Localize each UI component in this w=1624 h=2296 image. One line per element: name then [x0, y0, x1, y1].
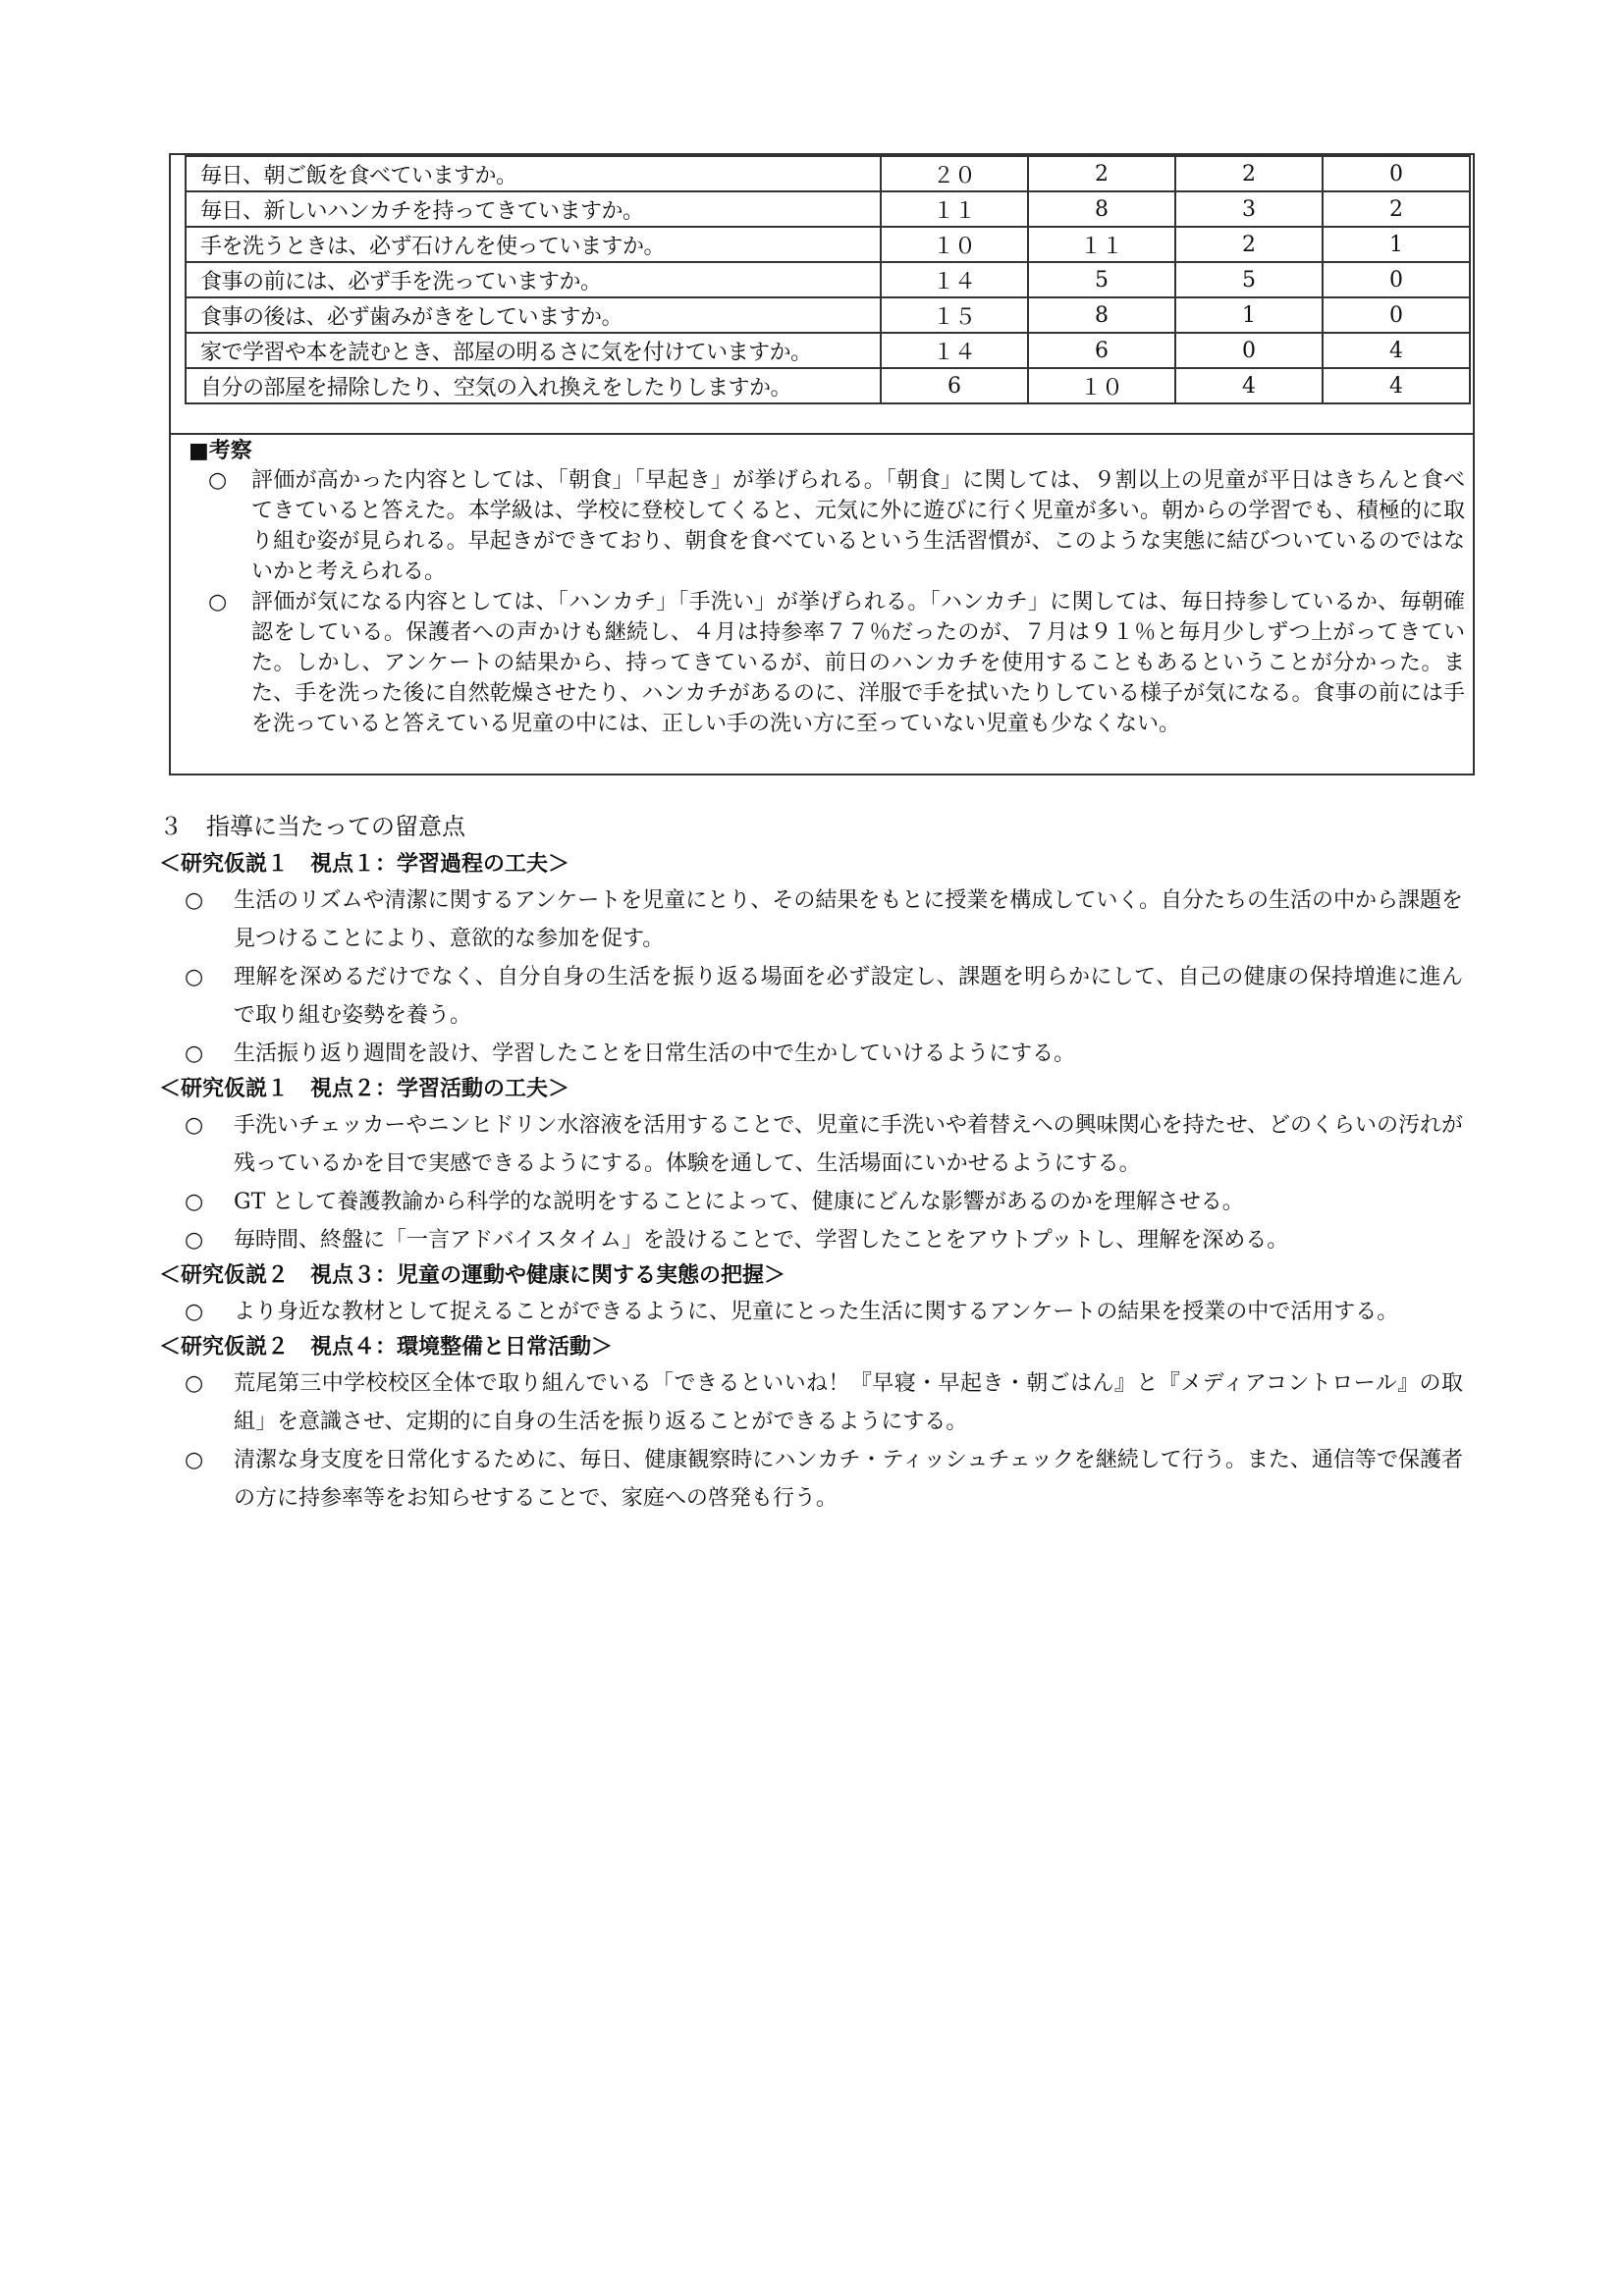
item-text: 毎時間、終盤に「一言アドバイスタイム」を設けることで、学習したことをアウトプットし、理解を深める。	[234, 1228, 1289, 1253]
item-text: 生活のリズムや清潔に関するアンケートを児童にとり、その結果をもとに授業を構成していく。自分たちの生活の中から課題を見つけることにより、意欲的な参加を促す。	[234, 888, 1463, 951]
table-row	[186, 262, 1470, 297]
value-cell: 2	[1323, 191, 1470, 227]
circle-bullet-icon: ○	[185, 1371, 204, 1396]
circle-bullet-icon: ○	[185, 1041, 204, 1066]
value-cell: 6	[1028, 333, 1175, 368]
table-row	[186, 227, 1470, 262]
value-cell: 8	[1028, 297, 1175, 333]
value-cell: 0	[1323, 297, 1470, 333]
value-cell: 2	[1175, 227, 1323, 262]
circle-bullet-icon: ○	[185, 965, 204, 989]
question-cell: 食事の前には、必ず手を洗っていますか。	[186, 262, 881, 297]
value-cell: 6	[881, 368, 1028, 403]
item-text: 生活振り返り週間を設け、学習したことを日常生活の中で生かしていけるようにする。	[234, 1041, 1076, 1066]
value-cell: １１	[1028, 227, 1175, 262]
item-text: 荒尾第三中学校校区全体で取り組んでいる「できるといいね！『早寝・早起き・朝ごはん』と『メディアコントロール』の取組」を意識させ、定期的に自身の生活を振り返ることができるようにする。	[234, 1371, 1463, 1434]
value-cell: 3	[1175, 191, 1323, 227]
question-cell: 毎日、朝ご飯を食べていますか。	[186, 156, 881, 191]
value-cell: 8	[1028, 191, 1175, 227]
circle-bullet-icon: ○	[185, 1113, 204, 1138]
value-cell: 4	[1323, 368, 1470, 403]
table-row	[186, 191, 1470, 227]
question-cell: 食事の後は、必ず歯みがきをしていますか。	[186, 297, 881, 333]
question-cell: 毎日、新しいハンカチを持ってきていますか。	[186, 191, 881, 227]
circle-bullet-icon: ○	[185, 1228, 204, 1253]
circle-bullet-icon: ○	[208, 590, 228, 614]
list-item	[159, 1035, 1475, 1073]
value-cell: １１	[881, 191, 1028, 227]
value-cell: １０	[1028, 368, 1175, 403]
hypothesis-heading: ＜研究仮説２ 視点４：環境整備と日常活動＞	[159, 1335, 614, 1360]
item-text: より身近な教材として捉えることができるように、児童にとった生活に関するアンケートの結果を授業の中で活用する。	[234, 1300, 1399, 1324]
list-item	[159, 881, 1475, 958]
consideration-paragraph	[189, 465, 1465, 587]
value-cell: 5	[1175, 262, 1323, 297]
question-cell: 家で学習や本を読むとき、部屋の明るさに気を付けていますか。	[186, 333, 881, 368]
value-cell: 1	[1323, 227, 1470, 262]
section-title: ３ 指導に当たっての留意点	[159, 813, 465, 840]
consideration-block	[189, 438, 1465, 739]
survey-table	[185, 155, 1471, 404]
question-cell: 手を洗うときは、必ず石けんを使っていますか。	[186, 227, 881, 262]
consideration-heading: ■考察	[189, 439, 252, 463]
circle-bullet-icon: ○	[185, 1300, 204, 1324]
circle-bullet-icon: ○	[185, 1190, 204, 1214]
hypothesis-heading: ＜研究仮説１ 視点１：学習過程の工夫＞	[159, 852, 570, 877]
paragraph-text: 評価が気になる内容としては、「ハンカチ」「手洗い」が挙げられる。「ハンカチ」に関しては、毎日持参しているか、毎朝確認をしている。保護者への声かけも継続し、４月は持参率７７％だったのが、７月は９１％と毎月少しずつ上がってきていた。しかし、アンケートの結果から、持ってきているが、前日のハンカチを使用することもあるということが分かった。また、手を洗った後に自然乾燥させたり、ハンカチがあるのに、洋服で手を拭いたりしている様子が気になる。食事の前には手を洗っていると答えている児童の中には、正しい手の洗い方に至っていない児童も少なくない。	[251, 590, 1465, 736]
list-item	[159, 1441, 1475, 1518]
table-row	[186, 297, 1470, 333]
question-cell: 自分の部屋を掃除したり、空気の入れ換えをしたりしますか。	[186, 368, 881, 403]
value-cell: 5	[1028, 262, 1175, 297]
value-cell: 0	[1323, 262, 1470, 297]
value-cell: １４	[881, 262, 1028, 297]
table-row	[186, 156, 1470, 191]
hypothesis-heading: ＜研究仮説２ 視点３：児童の運動や健康に関する実態の把握＞	[159, 1263, 786, 1288]
consideration-paragraph	[189, 587, 1465, 739]
table-row	[186, 333, 1470, 368]
value-cell: 1	[1175, 297, 1323, 333]
guidance-section	[159, 807, 1475, 1518]
list-item	[159, 1293, 1475, 1331]
list-item	[159, 1364, 1475, 1441]
hypothesis-heading: ＜研究仮説１ 視点２：学習活動の工夫＞	[159, 1077, 570, 1101]
value-cell: 4	[1175, 368, 1323, 403]
circle-bullet-icon: ○	[185, 888, 204, 913]
circle-bullet-icon: ○	[208, 468, 228, 493]
item-text: 手洗いチェッカーやニンヒドリン水溶液を活用することで、児童に手洗いや着替えへの興味関心を持たせ、どのくらいの汚れが残っているかを目で実感できるようにする。体験を通して、生活場面にいかせるようにする。	[234, 1113, 1463, 1176]
item-text: 清潔な身支度を日常化するために、毎日、健康観察時にハンカチ・ティッシュチェックを継続して行う。また、通信等で保護者の方に持参率等をお知らせすることで、家庭への啓発も行う。	[234, 1448, 1463, 1511]
value-cell: 0	[1323, 156, 1470, 191]
item-text: GT として養護教諭から科学的な説明をすることによって、健康にどんな影響があるのかを理解させる。	[234, 1190, 1244, 1214]
circle-bullet-icon: ○	[185, 1448, 204, 1472]
value-cell: 4	[1323, 333, 1470, 368]
paragraph-text: 評価が高かった内容としては、「朝食」「早起き」が挙げられる。「朝食」に関しては、９割以上の児童が平日はきちんと食べてきていると答えた。本学級は、学校に登校してくると、元気に外に遊びに行く児童が多い。朝からの学習でも、積極的に取り組む姿が見られる。早起きができており、朝食を食べているという生活習慣が、このような実態に結びついているのではないかと考えられる。	[251, 468, 1465, 584]
value-cell: ２０	[881, 156, 1028, 191]
list-item	[159, 958, 1475, 1035]
table-row	[186, 368, 1470, 403]
value-cell: １４	[881, 333, 1028, 368]
item-text: 理解を深めるだけでなく、自分自身の生活を振り返る場面を必ず設定し、課題を明らかにして、自己の健康の保持増進に進んで取り組む姿勢を養う。	[234, 965, 1463, 1028]
value-cell: 0	[1175, 333, 1323, 368]
list-item	[159, 1183, 1475, 1221]
list-item	[159, 1221, 1475, 1259]
value-cell: 2	[1175, 156, 1323, 191]
value-cell: １５	[881, 297, 1028, 333]
value-cell: １０	[881, 227, 1028, 262]
section-divider	[169, 433, 1475, 435]
value-cell: 2	[1028, 156, 1175, 191]
list-item	[159, 1106, 1475, 1183]
